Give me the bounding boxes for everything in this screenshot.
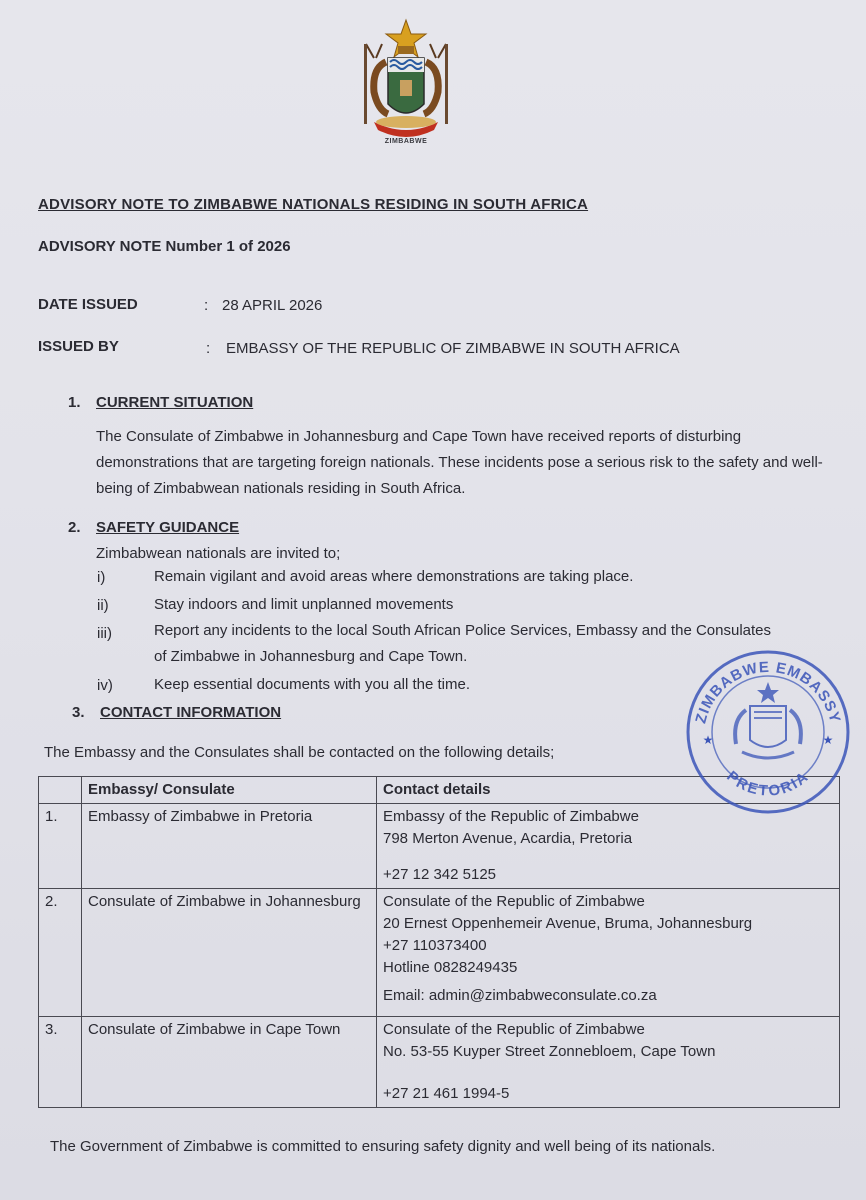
contact-line: 20 Ernest Oppenhemeir Avenue, Bruma, Johannesburg	[383, 915, 753, 932]
guidance-item-text: Remain vigilant and avoid areas where demonstrations are taking place.	[154, 568, 634, 585]
contact-line: Embassy of the Republic of Zimbabwe	[383, 808, 639, 825]
contact-phone: +27 21 461 1994-5	[383, 1085, 510, 1102]
row-contact-details	[377, 889, 840, 1017]
row-office-name: Consulate of Zimbabwe in Cape Town	[82, 1017, 377, 1108]
guidance-item-number: iii)	[97, 625, 112, 642]
guidance-item-number: ii)	[97, 597, 109, 614]
table-row	[39, 889, 840, 1017]
note-number-value: Number 1 of 2026	[165, 238, 291, 255]
embassy-stamp-icon	[680, 640, 856, 816]
section-1-body: The Consulate of Zimbabwe in Johannesburg and Cape Town have received reports of disturbing demonstrations that are targeting foreign nationals. These incidents pose a serious risk to the safety and well-being of Zimbabwean nationals residing in South Africa.	[96, 428, 823, 497]
section-3-intro: The Embassy and the Consulates shall be contacted on the following details;	[44, 744, 555, 761]
crest-label: ZIMBABWE	[384, 138, 428, 145]
guidance-item-text: Report any incidents to the local South African Police Services, Embassy and the Consulates of Zimbabwe in Johannesburg and Cape Town.	[154, 622, 771, 665]
contact-phone: +27 110373400	[383, 937, 487, 954]
date-issued-value: 28 APRIL 2026	[222, 297, 323, 314]
note-number-label: ADVISORY NOTE	[38, 238, 162, 255]
row-number: 3.	[39, 1017, 82, 1108]
guidance-item-number: i)	[97, 569, 106, 586]
contact-email: Email: admin@zimbabweconsulate.co.za	[383, 987, 657, 1004]
svg-text:★: ★	[702, 733, 714, 747]
row-contact-details	[377, 804, 840, 889]
table-header-embassy: Embassy/ Consulate	[82, 777, 377, 804]
table-row	[39, 1017, 840, 1108]
stamp-top-text: ZIMBABWE EMBASSY	[692, 658, 844, 726]
contact-phone: +27 12 342 5125	[383, 866, 497, 883]
note-number-line	[38, 238, 291, 255]
row-office-name: Consulate of Zimbabwe in Johannesburg	[82, 889, 377, 1017]
contact-line: 798 Merton Avenue, Acardia, Pretoria	[383, 830, 633, 847]
row-office-name: Embassy of Zimbabwe in Pretoria	[82, 804, 377, 889]
contact-line: Consulate of the Republic of Zimbabwe	[383, 1021, 645, 1038]
row-number: 1.	[39, 804, 82, 889]
section-2-intro: Zimbabwean nationals are invited to;	[96, 545, 341, 562]
contact-line: No. 53-55 Kuyper Street Zonnebloem, Cape Town	[383, 1043, 716, 1060]
table-header-num	[39, 777, 82, 804]
table-row	[39, 804, 840, 889]
svg-text:PRETORIA	[723, 768, 812, 800]
section-2-number: 2.	[68, 519, 81, 536]
contact-line: Consulate of the Republic of Zimbabwe	[383, 893, 645, 910]
issued-by-value: EMBASSY OF THE REPUBLIC OF ZIMBABWE IN SOUTH AFRICA	[226, 340, 680, 357]
date-issued-label: DATE ISSUED	[38, 296, 138, 313]
document-title: ADVISORY NOTE TO ZIMBABWE NATIONALS RESIDING IN SOUTH AFRICA	[38, 196, 589, 213]
table-header-contact: Contact details	[377, 777, 840, 804]
section-1-number: 1.	[68, 394, 81, 411]
section-3-heading: CONTACT INFORMATION	[100, 704, 282, 721]
guidance-item-number: iv)	[97, 677, 113, 694]
section-3-number: 3.	[72, 704, 85, 721]
issued-by-label: ISSUED BY	[38, 338, 119, 355]
guidance-item-text: Stay indoors and limit unplanned movements	[154, 596, 454, 613]
stamp-bottom-text: PRETORIA	[723, 767, 813, 800]
footer-statement: The Government of Zimbabwe is committed to ensuring safety dignity and well being of its nationals.	[50, 1138, 716, 1155]
coat-of-arms-icon	[352, 18, 460, 150]
date-issued-separator: :	[204, 297, 209, 314]
guidance-item-text: Keep essential documents with you all the time.	[154, 676, 471, 693]
svg-text:★: ★	[822, 733, 834, 747]
issued-by-separator: :	[206, 340, 211, 357]
contact-hotline: Hotline 0828249435	[383, 959, 518, 976]
section-2-heading: SAFETY GUIDANCE	[96, 519, 240, 536]
contacts-table	[38, 776, 840, 1108]
section-1-heading: CURRENT SITUATION	[96, 394, 254, 411]
row-number: 2.	[39, 889, 82, 1017]
row-contact-details	[377, 1017, 840, 1108]
